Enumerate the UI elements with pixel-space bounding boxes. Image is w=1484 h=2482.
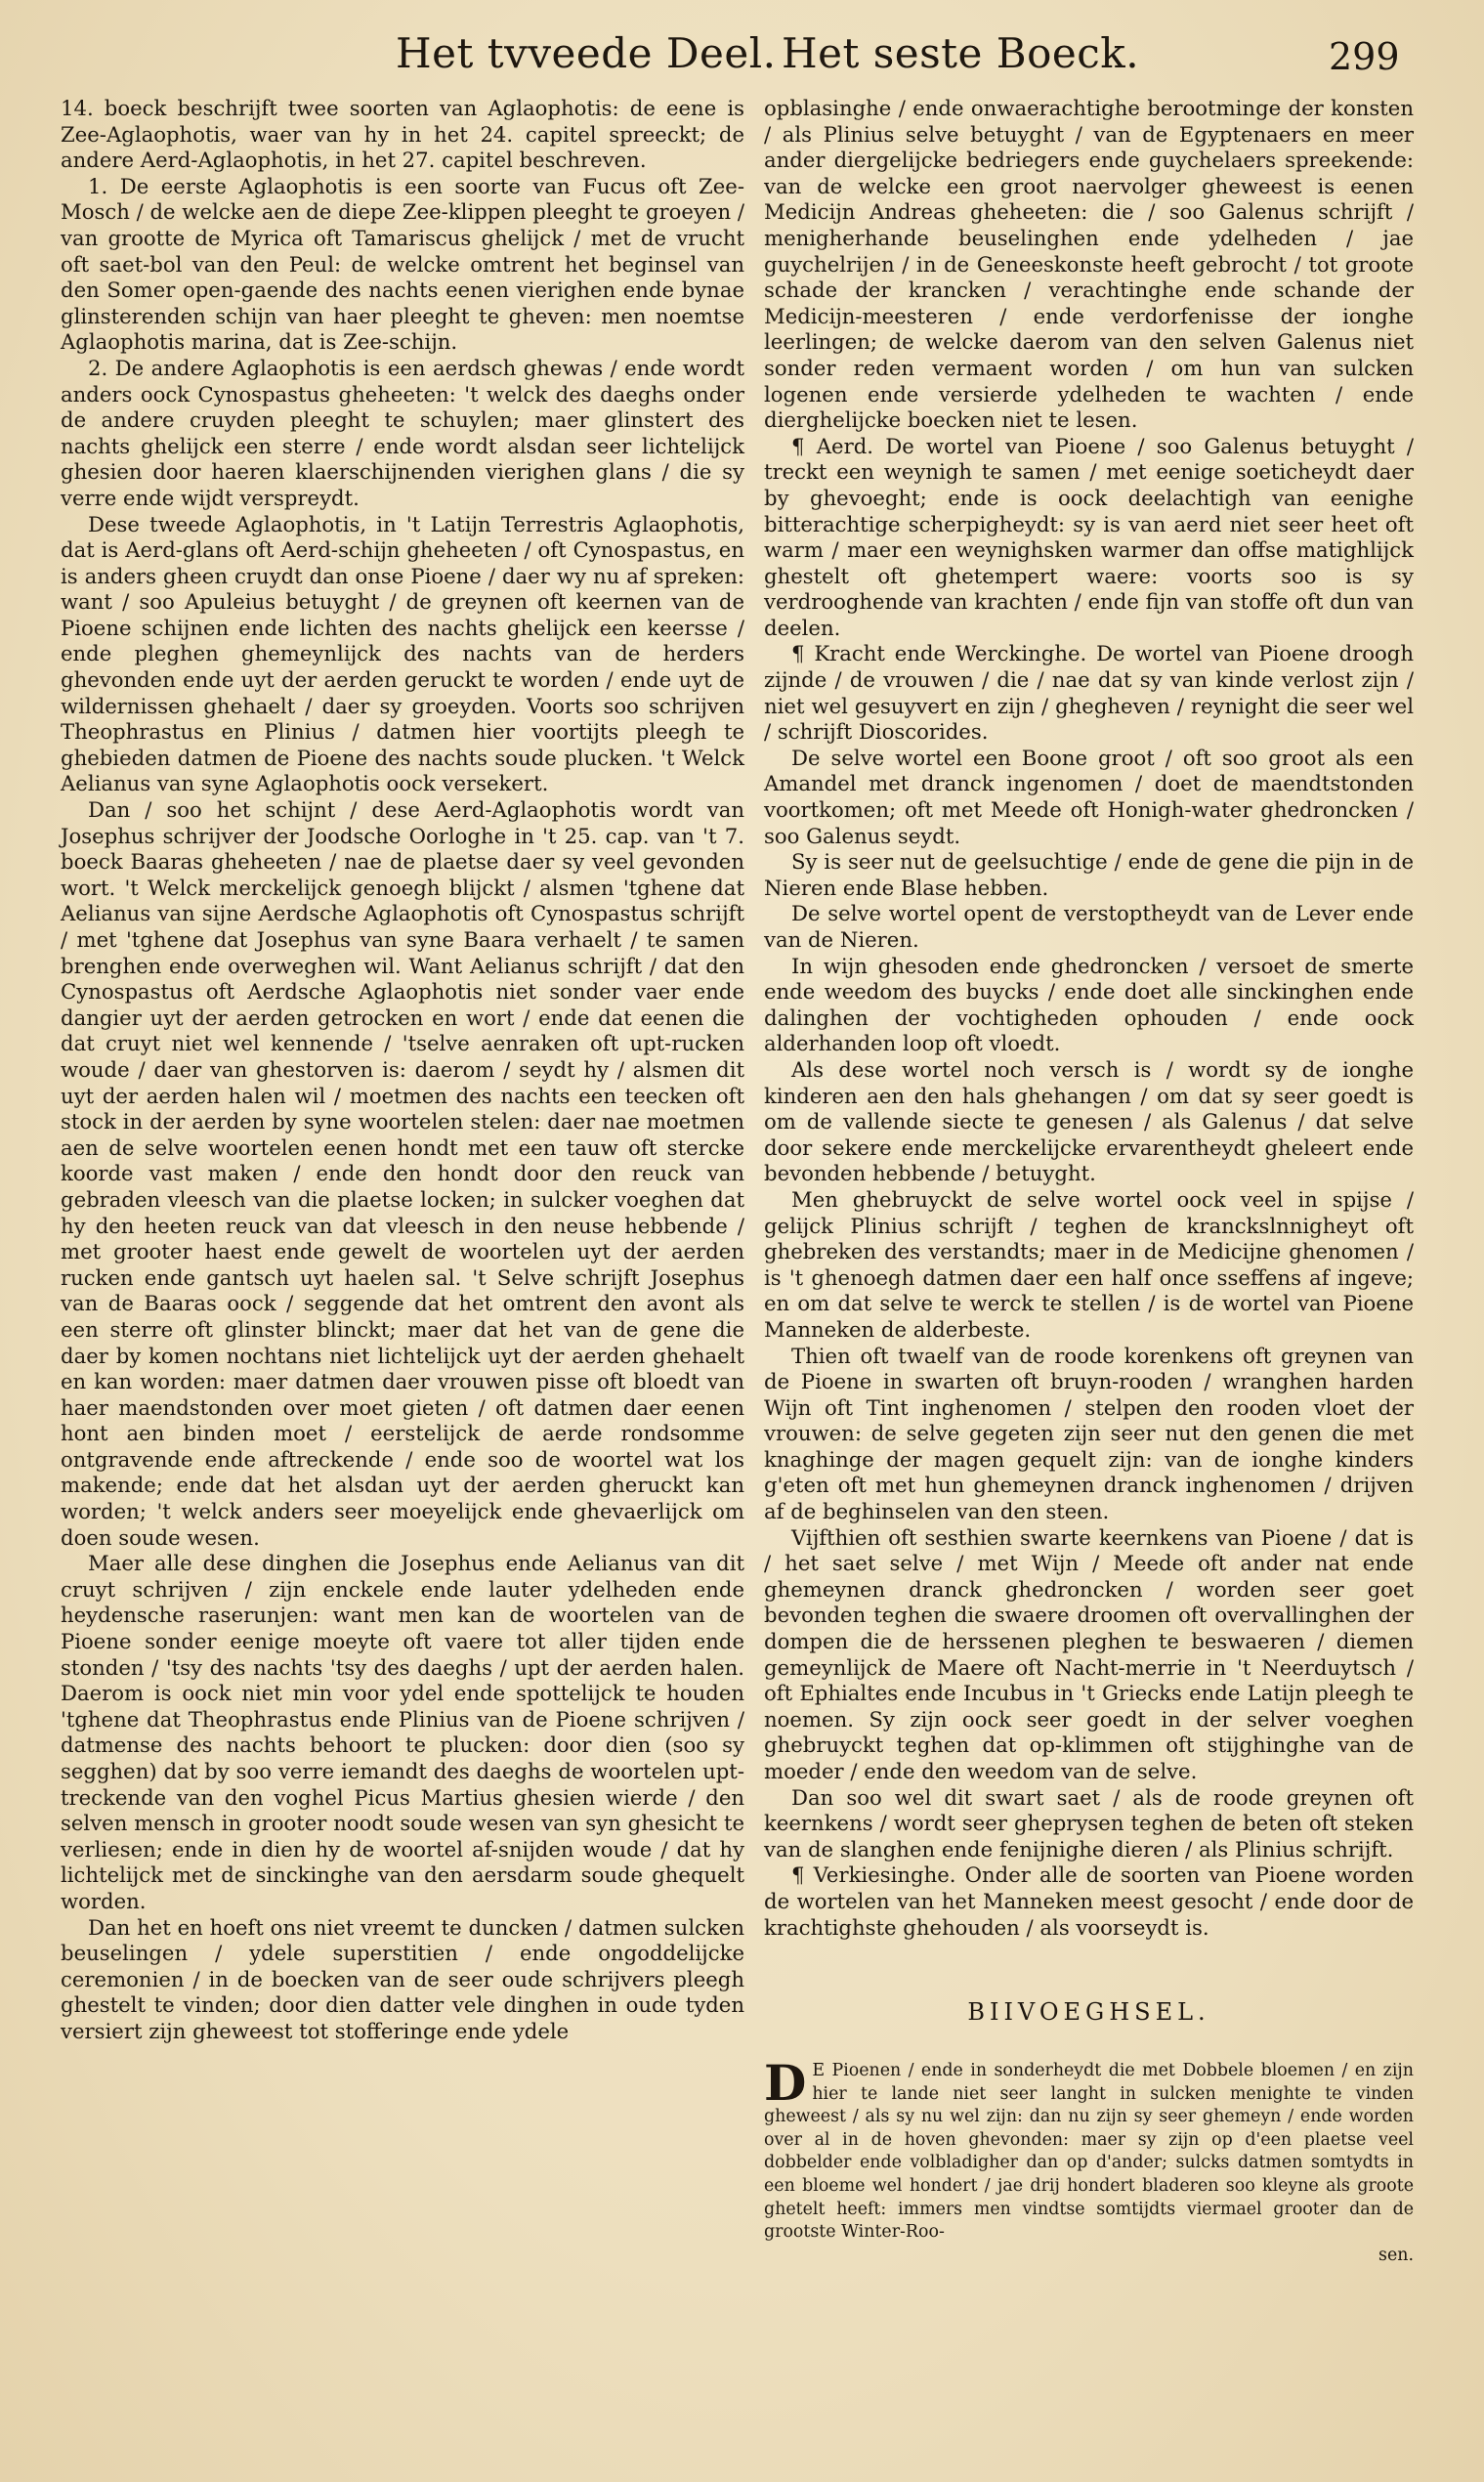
right-column [764, 96, 1414, 1941]
paragraph: ¶ Verkiesinghe. Onder alle de soorten van Pioene worden de wortelen van het Manneken meest gesocht / ende door de krachtighste ghehouden / als voorseydt is. [764, 1862, 1414, 1940]
addendum-text: E Pioenen / ende in sonderheydt die met Dobbele bloemen / en zijn hier te lande niet seer langht in sulcken menighte te vinden gheweest / als sy nu wel zijn: dan nu zijn sy seer ghemeyn / ende worden over al in de hoven ghevonden: maer sy zijn op d'een plaetse veel dobbelder ende volbladigher dan op d'ander; sulcks datmen somtydts in een bloeme wel hondert / jae drij hondert bladeren soo kleyne als groote ghetelt heeft: immers men vindtse somtijdts viermael grooter dan de grootste Winter-Roo- [764, 2061, 1414, 2243]
running-title-right: Het seste Boeck. [782, 29, 1140, 77]
paragraph: Dan soo wel dit swart saet / als de roode greynen oft keernkens / wordt seer gheprysen teghen de beten oft steken van de slanghen ende fenijnighe dieren / als Plinius schrijft. [764, 1784, 1414, 1862]
paragraph: 14. boeck beschrijft twee soorten van Aglaophotis: de eene is Zee-Aglaophotis, waer van hy in het 24. capitel spreeckt; de andere Aerd-Aglaophotis, in het 27. capitel beschreven. [61, 96, 744, 173]
paragraph: De selve wortel een Boone groot / oft soo groot als een Amandel met dranck ingenomen / doet de maendtstonden voortkomen; oft met Meede oft Honigh-water ghedroncken / soo Galenus seydt. [764, 745, 1414, 848]
addendum-paragraph [764, 2054, 1414, 2245]
running-title-left: Het tvveede Deel. [396, 29, 777, 77]
paragraph: 1. De eerste Aglaophotis is een soorte van Fucus oft Zee-Mosch / de welcke aen de diepe Zee-klippen pleeght te groeyen / van grootte de Myrica oft Tamariscus ghelijck / met de vrucht oft saet-bol van den Peul: de welcke omtrent het beginsel van den Somer open-gaende des nachts eenen vierighen ende bynae glinsterenden schijn van haer pleeght te gheven: men noemtse Aglaophotis marina, dat is Zee-schijn. [61, 173, 744, 355]
paragraph: Als dese wortel noch versch is / wordt sy de ionghe kinderen aen den hals ghehangen / om dat sy seer goedt is om de vallende siecte te genesen / als Galenus / dat selve door sekere ende merckelijcke ervarentheydt gheleert ende bevonden hebbende / betuyght. [764, 1056, 1414, 1186]
paragraph: Sy is seer nut de geelsuchtige / ende de gene die pijn in de Nieren ende Blase hebben. [764, 849, 1414, 900]
running-head [0, 29, 1484, 88]
page-number: 299 [1329, 35, 1400, 78]
paragraph: Thien oft twaelf van de roode korenkens oft greynen van de Pioene in swarten oft bruyn-rooden / wranghen harden Wijn oft Tint inghenomen / stelpen den rooden vloet der vrouwen: de selve gegeten zijn seer nut den genen die met knaghinge der magen gequelt zijn: van de ionghe kinders g'eten oft met hun ghemeynen dranck inghenomen / drijven af de beghinselen van den steen. [764, 1343, 1414, 1524]
paragraph: ¶ Aerd. De wortel van Pioene / soo Galenus betuyght / treckt een weynigh te samen / met eenige soeticheydt daer by ghevoeght; ende is oock deelachtigh van eenighe bitterachtige scherpigheydt: sy is van aerd niet seer heet oft warm / maer een weynighsken warmer dan offse matighlijck ghestelt oft ghetempert waere: voorts soo is sy verdrooghende van krachten / ende fijn van stoffe oft dun van deelen. [764, 433, 1414, 640]
paragraph: opblasinghe / ende onwaerachtighe berootminge der konsten / als Plinius selve betuyght / van de Egyptenaers en meer ander diergelijcke bedriegers ende guychelaers spreekende: van de welcke een groot naervolger gheweest is eenen Medicijn Andreas gheheeten: die / soo Galenus schrijft / menigherhande beuselinghen ende ydelheden / jae guychelrijen / in de Geneeskonste heeft gebrocht / tot groote schade der krancken / verachtinghe ende schande der Medicijn-meesteren / ende verdorfenisse der ionghe leerlingen; de welcke daerom van den selven Galenus niet sonder reden vermaent worden / om hun van sulcken logenen ende versierde ydelheden te wachten / ende dierghelijcke boecken niet te lesen. [764, 96, 1414, 433]
addendum-body [764, 2054, 1414, 2267]
paragraph: De selve wortel opent de verstoptheydt van de Lever ende van de Nieren. [764, 901, 1414, 952]
paragraph: Dan het en hoeft ons niet vreemt te duncken / datmen sulcken beuselingen / ydele superstitien / ende ongoddelijcke ceremonien / in de boecken van de seer oude schrijvers pleegh ghestelt te vinden; door dien datter vele dinghen in oude tyden versiert zijn gheweest tot stofferinge ende ydele [61, 1914, 744, 2043]
addendum-heading: BIIVOEGHSEL. [967, 1998, 1210, 2026]
paragraph: In wijn ghesoden ende ghedroncken / versoet de smerte ende weedom des buycks / ende doet alle sinckinghen ende dalinghen der vochtigheden ophouden / ende oock alderhanden loop oft vloedt. [764, 953, 1414, 1056]
paragraph: Maer alle dese dinghen die Josephus ende Aelianus van dit cruyt schrijven / zijn enckele ende lauter ydelheden ende heydensche raserunjen: want men kan de woortelen van de Pioene sonder eenige moeyte oft vaere tot aller tijden ende stonden / 'tsy des nachts 'tsy des daeghs / upt der aerden halen. Daerom is oock niet min voor ydel ende spottelijck te houden 'tghene dat Theophrastus ende Plinius van de Pioene schrijven / datmense des nachts behoort te plucken: door dien (soo sy segghen) dat by soo verre iemandt des daeghs de woortelen upt-treckende van den voghel Picus Martius ghesien wierde / den selven mensch in grooter noodt soude wesen van syn ghesicht te verliesen; ende in dien hy de woortel af-snijden woude / dat hy lichtelijck met de sinckinghe van den aersdarm soude ghequelt worden. [61, 1551, 744, 1913]
paragraph: ¶ Kracht ende Werckinghe. De wortel van Pioene droogh zijnde / de vrouwen / die / nae dat sy van kinde verlost zijn / niet wel gesuyvert en zijn / ghegheven / reynight die seer wel / schrijft Dioscorides. [764, 641, 1414, 745]
paragraph: Men ghebruyckt de selve wortel oock veel in spijse / gelijck Plinius schrijft / teghen de kranckslnnigheyt oft ghebreken des verstandts; maer in de Medicijne ghenomen / is 't ghenoegh datmen daer een half once sseffens af ingeve; en om dat selve te werck te stellen / is de wortel van Pioene Manneken de alderbeste. [764, 1186, 1414, 1342]
paragraph: Dese tweede Aglaophotis, in 't Latijn Terrestris Aglaophotis, dat is Aerd-glans oft Aerd-schijn gheheeten / oft Cynospastus, en is anders gheen cruydt dan onse Pioene / daer wy nu af spreken: want / soo Apuleius betuyght / de greynen oft keernen van de Pioene schijnen ende lichten des nachts ghelijck een keersse / ende pleghen ghemeynlijck des nachts van de herders ghevonden ende uyt der aerden geruckt te worden / ende uyt de wildernissen ghehaelt / daer sy groeyden. Voorts soo schrijven Theophrastus en Plinius / datmen hier voortijts pleegh te ghebieden datmen de Pioene des nachts soude plucken. 't Welck Aelianus van syne Aglaophotis oock versekert. [61, 511, 744, 796]
drop-cap: D [764, 2054, 807, 2112]
paragraph: Vijfthien oft sesthien swarte keernkens van Pioene / dat is / het saet selve / met Wijn / Meede oft ander nat ende ghemeynen dranck ghedroncken / worden seer goet bevonden teghen die swaere droomen oft overvallinghen der dompen die de herssenen pleghen te beswaeren / diemen gemeynlijck de Maere oft Nacht-merrie in 't Neerduytsch / oft Ephialtes ende Incubus in 't Griecks ende Latijn pleegh te noemen. Sy zijn oock seer goedt in der selver voeghen ghebruyckt teghen dat op-klimmen oft stijghinghe van de moeder / ende den weedom van de selve. [764, 1524, 1414, 1783]
left-column [61, 96, 744, 2045]
paragraph: 2. De andere Aglaophotis is een aerdsch ghewas / ende wordt anders oock Cynospastus gheheeten: 't welck des daeghs onder de andere cruyden pleeght te schuylen; maer glinstert des nachts ghelijck een sterre / ende wordt alsdan seer lichtelijck ghesien door haeren klaerschijnenden vierighen glans / die sy verre ende wijdt verspreydt. [61, 355, 744, 510]
paragraph: Dan / soo het schijnt / dese Aerd-Aglaophotis wordt van Josephus schrijver der Joodsche Oorloghe in 't 25. cap. van 't 7. boeck Baaras gheheeten / nae de plaetse daer sy veel gevonden wort. 't Welck merckelijck genoegh blijckt / alsmen 'tghene dat Aelianus van sijne Aerdsche Aglaophotis oft Cynospastus schrijft / met 'tghene dat Josephus van syne Baara verhaelt / te samen brenghen ende overweghen wil. Want Aelianus schrijft / dat den Cynospastus oft Aerdsche Aglaophotis niet sonder vaer ende dangier uyt der aerden getrocken en wort / ende dat eenen die dat cruyt niet wel kennende / 'tselve aenraken oft upt-rucken woude / daer van ghestorven is: daerom / seydt hy / alsmen dit uyt der aerden halen wil / moetmen des nachts een teecken oft stock in der aerden by syne woortelen stelen: daer nae moetmen aen de selve woortelen eenen hondt met een tauw oft stercke koorde vast maken / ende den hondt door den reuck van gebraden vleesch van die plaetse locken; in sulcker voeghen dat hy den heeten reuck van dat vleesch in den neuse hebbende / met grooter haest ende gewelt de woortelen uyt der aerden rucken ende gantsch uyt haelen sal. 't Selve schrijft Josephus van de Baaras oock / seggende dat het omtrent den avont als een sterre oft glinster blinckt; maer dat het van de gene die daer by komen nochtans niet lichtelijck uyt der aerden ghehaelt en kan worden: maer datmen daer vrouwen pisse oft bloedt van haer maendstonden over moet gieten / oft datmen daer eenen hont aen binden moet / eerstelijck de aerde rondsomme ontgravende ende aftreckende / ende soo de woortel wat los makende; ende dat het alsdan uyt der aerden gheruckt kan worden; 't welck anders seer moeyelijck ende ghevaerlijck om doen soude wesen. [61, 797, 744, 1550]
addendum-last-word: sen. [1378, 2245, 1414, 2265]
